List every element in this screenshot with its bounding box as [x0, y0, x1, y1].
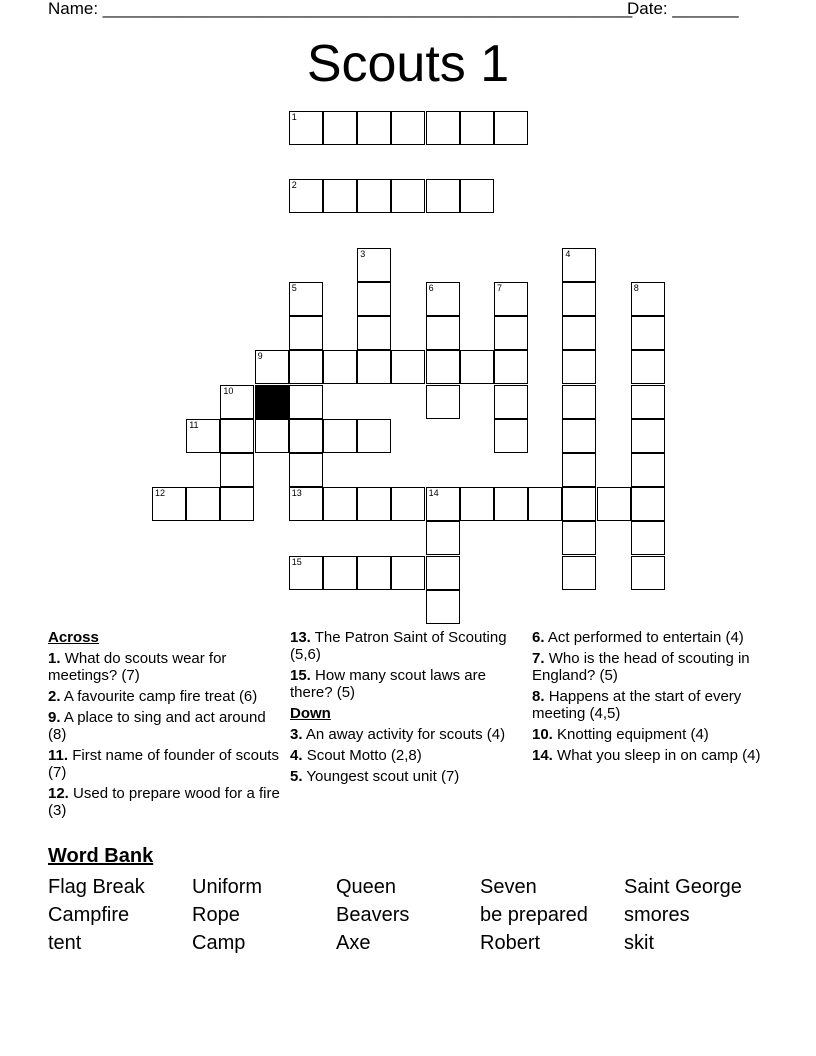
- clue-number: 10: [223, 385, 234, 396]
- clue-number: 2: [291, 180, 297, 191]
- grid-cell[interactable]: [597, 487, 631, 521]
- grid-cell[interactable]: [391, 556, 425, 590]
- grid-cell[interactable]: [323, 111, 357, 145]
- grid-cell[interactable]: [220, 419, 254, 453]
- clue-number: 6: [428, 283, 434, 293]
- name-field-label: Name: ________________________________________________________: [48, 0, 633, 18]
- grid-cell[interactable]: [220, 453, 254, 487]
- grid-cell[interactable]: [323, 350, 357, 384]
- grid-cell[interactable]: [631, 487, 665, 521]
- grid-cell[interactable]: [357, 179, 391, 213]
- clue-number: 5: [291, 283, 297, 293]
- clue-number: 11: [189, 419, 199, 430]
- grid-cell[interactable]: [426, 350, 460, 384]
- clue-number: 3: [360, 248, 366, 259]
- grid-cell[interactable]: [186, 419, 220, 453]
- word-bank-word: tent: [48, 932, 82, 954]
- clue-number: 12: [155, 488, 166, 499]
- clue-down-7: 7. Who is the head of scouting in England? (5): [532, 650, 750, 684]
- word-bank-word: Campfire: [48, 904, 130, 926]
- grid-cell[interactable]: [426, 521, 460, 555]
- word-bank-word: Seven: [480, 876, 537, 898]
- clue-number: 9: [257, 351, 263, 362]
- grid-cell[interactable]: [426, 385, 460, 419]
- grid-cell[interactable]: [289, 111, 323, 145]
- grid-cell[interactable]: [391, 179, 425, 213]
- grid-cell[interactable]: [391, 350, 425, 384]
- grid-cell[interactable]: [323, 419, 357, 453]
- clue-down-8: 8. Happens at the start of every meeting (4,5): [532, 688, 742, 722]
- grid-cell[interactable]: [562, 248, 596, 282]
- clue-across-15: 15. How many scout laws are there? (5): [290, 667, 486, 701]
- grid-cell[interactable]: [357, 350, 391, 384]
- clue-down-3: 3. An away activity for scouts (4): [290, 726, 506, 743]
- word-bank-word: Robert: [480, 932, 541, 954]
- grid-cell[interactable]: [426, 179, 460, 213]
- word-bank-word: Queen: [336, 876, 397, 898]
- clue-number: 14: [428, 488, 439, 499]
- grid-cell[interactable]: [289, 282, 323, 316]
- grid-cell[interactable]: [562, 487, 596, 521]
- across-heading: Across: [48, 629, 99, 646]
- grid-cell[interactable]: [494, 350, 528, 384]
- grid-cell[interactable]: [152, 487, 186, 521]
- grid-cell[interactable]: [562, 316, 596, 350]
- word-bank-word: skit: [624, 932, 654, 954]
- down-heading: Down: [290, 705, 331, 722]
- clue-down-6: 6. Act performed to entertain (4): [532, 629, 744, 646]
- clue-number: 13: [291, 488, 302, 499]
- grid-cell[interactable]: [426, 590, 460, 624]
- grid-cell[interactable]: [426, 316, 460, 350]
- grid-cell[interactable]: [494, 316, 528, 350]
- clue-down-10: 10. Knotting equipment (4): [532, 726, 709, 743]
- grid-cell[interactable]: [357, 487, 391, 521]
- word-bank-word: be prepared: [480, 904, 588, 926]
- clue-across-12: 12. Used to prepare wood for a fire (3): [48, 785, 280, 819]
- clue-number: 4: [565, 248, 571, 259]
- grid-cell[interactable]: [631, 350, 665, 384]
- clue-down-14: 14. What you sleep in on camp (4): [532, 747, 761, 764]
- grid-cell[interactable]: [562, 350, 596, 384]
- clues-column-2: [290, 629, 522, 789]
- clue-across-2: 2. A favourite camp fire treat (6): [48, 688, 258, 705]
- word-bank-word: Saint George: [624, 876, 742, 898]
- grid-cell[interactable]: [426, 487, 460, 521]
- grid-cell[interactable]: [426, 556, 460, 590]
- grid-cell[interactable]: [460, 179, 494, 213]
- grid-cell[interactable]: [631, 453, 665, 487]
- clue-across-13: 13. The Patron Saint of Scouting (5,6): [290, 629, 507, 663]
- grid-cell[interactable]: [631, 419, 665, 453]
- clue-number: 1: [291, 112, 297, 122]
- grid-cell[interactable]: [289, 179, 323, 213]
- grid-cell[interactable]: [426, 282, 460, 316]
- grid-cell[interactable]: [255, 419, 289, 453]
- grid-cell[interactable]: [289, 350, 323, 384]
- word-bank-word: Beavers: [336, 904, 410, 926]
- grid-cell[interactable]: [631, 521, 665, 555]
- clue-down-4: 4. Scout Motto (2,8): [290, 747, 422, 764]
- grid-cell[interactable]: [562, 453, 596, 487]
- grid-cell[interactable]: [494, 282, 528, 316]
- grid-cell[interactable]: [494, 487, 528, 521]
- grid-cell[interactable]: [528, 487, 562, 521]
- grid-cell[interactable]: [631, 282, 665, 316]
- grid-cell[interactable]: [357, 419, 391, 453]
- clue-down-5: 5. Youngest scout unit (7): [290, 768, 460, 785]
- word-bank-word: Uniform: [192, 876, 263, 898]
- word-bank-word: smores: [624, 904, 690, 926]
- grid-cell-black: [255, 385, 289, 419]
- clue-across-9: 9. A place to sing and act around (8): [48, 709, 266, 743]
- date-field-label: Date: _______: [627, 0, 739, 18]
- grid-cell[interactable]: [186, 487, 220, 521]
- word-bank-word: Rope: [192, 904, 240, 926]
- grid-cell[interactable]: [562, 419, 596, 453]
- word-bank-word: Flag Break: [48, 876, 145, 898]
- grid-cell[interactable]: [494, 111, 528, 145]
- grid-cell[interactable]: [494, 385, 528, 419]
- grid-cell[interactable]: [562, 556, 596, 590]
- grid-cell[interactable]: [562, 385, 596, 419]
- clue-across-11: 11. First name of founder of scouts (7): [48, 747, 279, 781]
- clues-column-3: [532, 629, 764, 768]
- clues-column-1: [48, 629, 280, 823]
- grid-cell[interactable]: [255, 350, 289, 384]
- clue-number: 7: [497, 283, 503, 293]
- grid-cell[interactable]: [357, 282, 391, 316]
- grid-cell[interactable]: [323, 179, 357, 213]
- clue-number: 15: [291, 556, 302, 567]
- grid-cell[interactable]: [562, 282, 596, 316]
- grid-cell[interactable]: [323, 556, 357, 590]
- grid-cell[interactable]: [357, 316, 391, 350]
- grid-cell[interactable]: [357, 556, 391, 590]
- word-bank-word: Camp: [192, 932, 246, 954]
- grid-cell[interactable]: [391, 487, 425, 521]
- grid-cell[interactable]: [494, 419, 528, 453]
- grid-cell[interactable]: [391, 111, 425, 145]
- grid-cell[interactable]: [357, 111, 391, 145]
- grid-cell[interactable]: [562, 521, 596, 555]
- word-bank-title: Word Bank: [48, 845, 154, 867]
- grid-cell[interactable]: [220, 487, 254, 521]
- grid-cell[interactable]: [631, 316, 665, 350]
- grid-cell[interactable]: [289, 385, 323, 419]
- grid-cell[interactable]: [631, 385, 665, 419]
- grid-cell[interactable]: [220, 385, 254, 419]
- grid-cell[interactable]: [631, 556, 665, 590]
- grid-cell[interactable]: [289, 487, 323, 521]
- grid-cell[interactable]: [289, 316, 323, 350]
- clue-number: 8: [633, 283, 639, 293]
- page-title: Scouts 1: [306, 35, 510, 93]
- grid-cell[interactable]: [460, 350, 494, 384]
- grid-cell[interactable]: [289, 556, 323, 590]
- word-bank-word: Axe: [336, 932, 371, 954]
- grid-cell[interactable]: [460, 487, 494, 521]
- clue-across-1: 1. What do scouts wear for meetings? (7): [48, 650, 227, 684]
- grid-cell[interactable]: [289, 419, 323, 453]
- grid-cell[interactable]: [460, 111, 494, 145]
- grid-cell[interactable]: [426, 111, 460, 145]
- grid-cell[interactable]: [289, 453, 323, 487]
- grid-cell[interactable]: [357, 248, 391, 282]
- grid-cell[interactable]: [323, 487, 357, 521]
